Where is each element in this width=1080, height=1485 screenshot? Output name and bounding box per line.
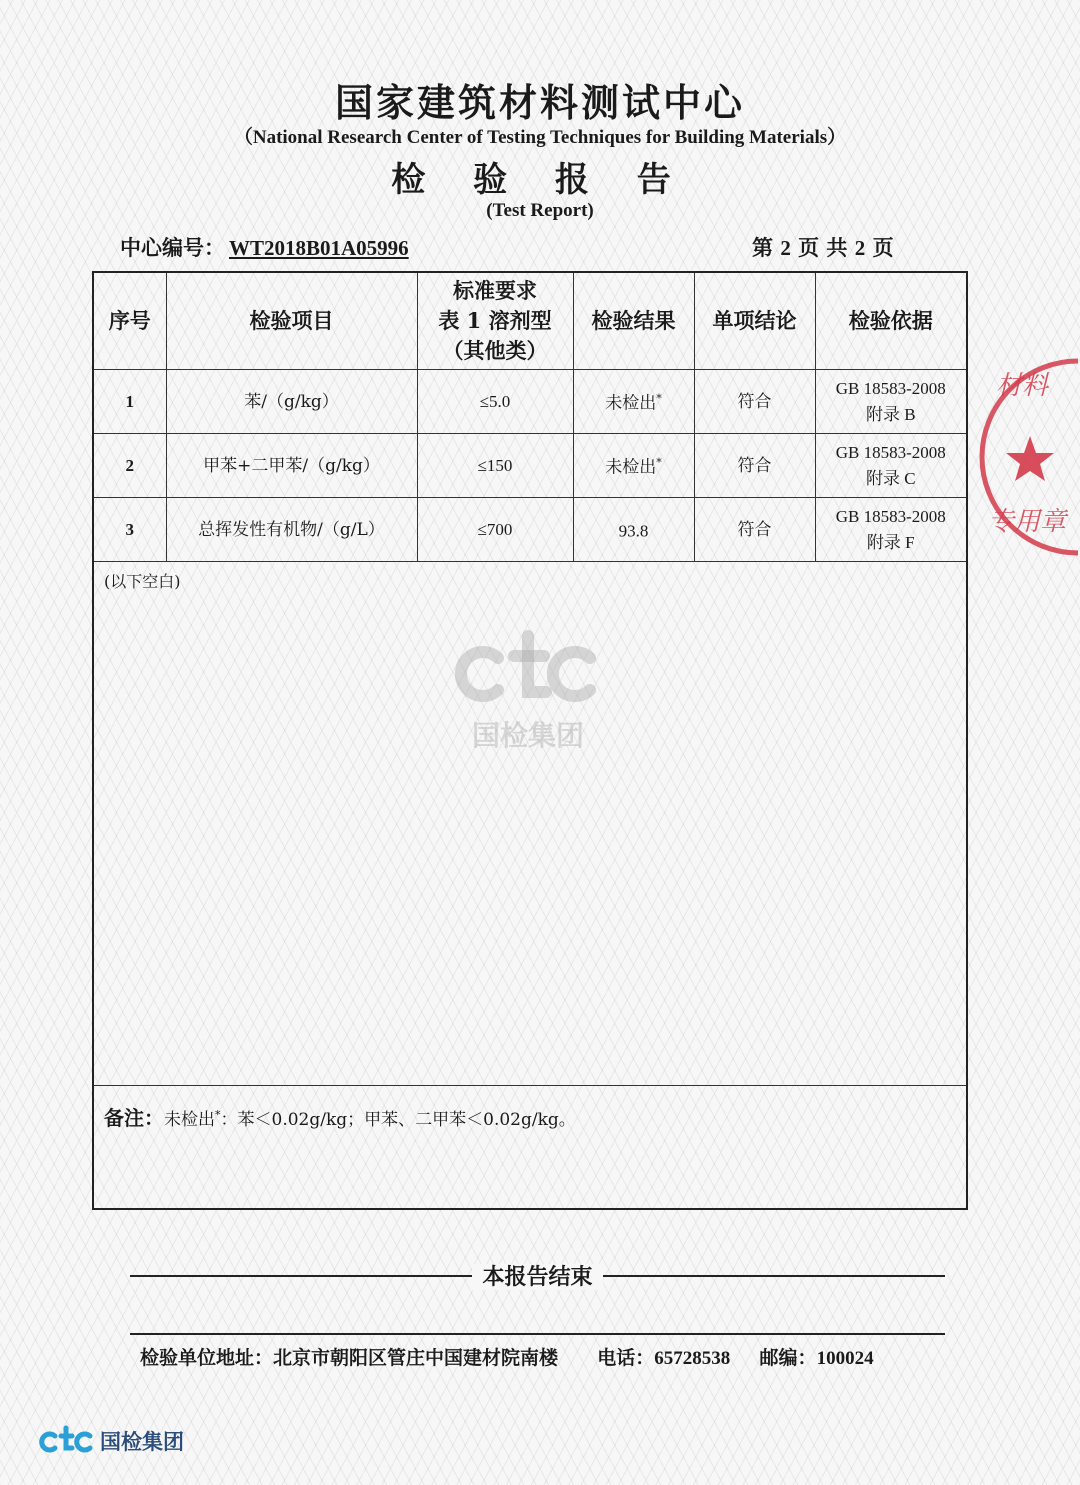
row-standard: ≤700	[417, 498, 573, 562]
table-row	[94, 498, 966, 562]
center-title-en: （National Research Center of Testing Techniques for Building Materials）	[233, 127, 847, 148]
row-result-text: 未检出	[605, 457, 657, 478]
table-row	[94, 370, 966, 434]
postcode-value: 100024	[816, 1348, 874, 1369]
row-result-mark: *	[656, 392, 662, 406]
address-line	[140, 1343, 874, 1370]
phone-label: 电话：	[597, 1347, 655, 1369]
row-basis-appendix: 附录 B	[865, 404, 916, 424]
address-rule	[130, 1333, 945, 1335]
row-basis	[815, 434, 966, 498]
row-result-mark: *	[656, 456, 662, 470]
address-label: 检验单位地址：	[140, 1347, 274, 1369]
center-number-value: WT2018B01A05996	[229, 236, 409, 260]
page-prefix: 第	[752, 235, 773, 260]
header-standard-line1: 标准要求	[453, 278, 537, 303]
header-standard-line3: （其他类）	[442, 338, 548, 363]
center-title: 国家建筑材料测试中心	[334, 80, 745, 125]
table-row	[94, 434, 966, 498]
row-item: 总挥发性有机物/（g/L）	[166, 498, 417, 562]
center-number	[120, 232, 409, 262]
header-index: 序号	[94, 273, 166, 370]
row-conclusion: 符合	[694, 434, 815, 498]
row-result	[573, 434, 694, 498]
remark-section	[94, 1085, 966, 1209]
row-standard: ≤5.0	[417, 370, 573, 434]
ctc-logo-icon	[38, 1424, 96, 1454]
row-standard: ≤150	[417, 434, 573, 498]
ctc-watermark-icon	[448, 620, 608, 710]
header-basis: 检验依据	[815, 273, 966, 370]
page-suffix: 页	[872, 235, 894, 260]
page-mid: 页 共	[798, 235, 848, 260]
row-result	[573, 370, 694, 434]
row-result	[573, 498, 694, 562]
header-standard-line2: 表 1 溶剂型	[438, 308, 552, 333]
report-end	[130, 1260, 945, 1290]
page-total: 2	[854, 236, 866, 260]
postcode-label: 邮编：	[759, 1347, 817, 1369]
row-basis-standard: GB 18583-2008	[835, 442, 946, 462]
center-number-label: 中心编号：	[120, 235, 225, 260]
row-basis-appendix: 附录 C	[865, 468, 916, 488]
row-conclusion: 符合	[694, 498, 815, 562]
row-result-text: 93.8	[618, 521, 649, 541]
header-result: 检验结果	[573, 273, 694, 370]
row-result-text: 未检出	[605, 393, 657, 414]
row-conclusion: 符合	[694, 370, 815, 434]
seal-icon	[978, 352, 1078, 562]
blank-note: (以下空白)	[104, 572, 181, 591]
table-header-row	[94, 273, 966, 370]
watermark	[448, 620, 608, 750]
row-basis	[815, 370, 966, 434]
row-item: 甲苯+二甲苯/（g/kg）	[166, 434, 417, 498]
row-basis	[815, 498, 966, 562]
remark-label: 备注：	[104, 1106, 164, 1130]
report-title-en: (Test Report)	[486, 200, 594, 221]
ctc-logo	[38, 1424, 208, 1458]
header-item: 检验项目	[166, 273, 417, 370]
remark-mark: *	[215, 1108, 221, 1122]
row-basis-appendix: 附录 F	[866, 532, 915, 552]
header-conclusion: 单项结论	[694, 273, 815, 370]
address-value: 北京市朝阳区管庄中国建材院南楼	[273, 1347, 559, 1369]
report-title: 检 验 报 告	[391, 160, 689, 200]
phone-value: 65728538	[654, 1348, 731, 1369]
remark	[104, 1102, 576, 1131]
report-end-text-wrap	[130, 1260, 945, 1291]
report-end-text: 本报告结束	[472, 1264, 602, 1290]
seal-text-bottom: 专用章	[988, 507, 1067, 537]
page-current: 2	[780, 236, 791, 260]
remark-text: ：苯＜0.02g/kg；甲苯、二甲苯＜0.02g/kg。	[220, 1110, 576, 1130]
logo-name: 国检集团	[100, 1430, 184, 1454]
seal-text-top: 材料	[996, 371, 1049, 401]
header-standard	[417, 273, 573, 370]
results-table	[94, 273, 966, 562]
official-seal	[978, 352, 1078, 562]
row-index: 1	[94, 370, 166, 434]
row-basis-standard: GB 18583-2008	[835, 506, 946, 526]
row-index: 2	[94, 434, 166, 498]
row-index: 3	[94, 498, 166, 562]
remark-term: 未检出	[164, 1110, 215, 1130]
watermark-name: 国检集团	[471, 719, 584, 752]
page-indicator	[752, 232, 894, 262]
row-item: 苯/（g/kg）	[166, 370, 417, 434]
row-basis-standard: GB 18583-2008	[835, 378, 946, 398]
